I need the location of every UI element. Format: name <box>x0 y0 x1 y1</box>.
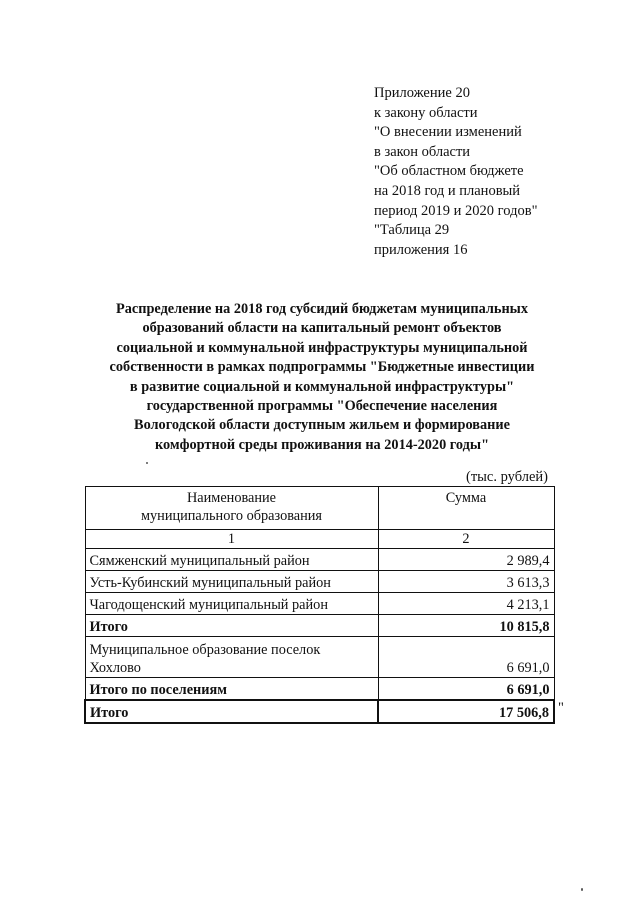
row-value: 10 815,8 <box>378 615 554 637</box>
appendix-line: "Таблица 29 <box>374 222 450 239</box>
row-name: Итого по поселениям <box>85 678 378 701</box>
row-name-line2: Хохлово <box>89 660 141 676</box>
title-line: в развитие социальной и коммунальной инфраструктуры" <box>129 378 515 395</box>
row-value: 4 213,1 <box>378 593 554 615</box>
appendix-line: период 2019 и 2020 годов" <box>374 202 538 219</box>
closing-quote: " <box>558 700 564 716</box>
grand-total-row <box>85 700 554 723</box>
table-header-row <box>85 487 554 530</box>
row-name: Итого <box>85 615 378 637</box>
row-value: 17 506,8 <box>378 700 554 723</box>
row-value: 3 613,3 <box>378 571 554 593</box>
units-label: (тыс. рублей) <box>466 469 548 485</box>
title-line: государственной программы "Обеспечение населения <box>146 398 498 415</box>
column-number-row <box>85 530 554 549</box>
appendix-header <box>374 84 538 260</box>
header-sum-cell: Сумма <box>378 487 554 530</box>
row-name: Сямженский муниципальный район <box>85 549 378 571</box>
row-name: Итого <box>85 700 378 723</box>
header-name-cell <box>85 487 378 530</box>
subsidy-table <box>84 486 555 724</box>
title-line: социальной и коммунальной инфраструктуры муниципальной <box>116 339 528 356</box>
table-row <box>85 637 554 678</box>
column-number: 1 <box>85 530 378 549</box>
row-value: 2 989,4 <box>378 549 554 571</box>
column-number: 2 <box>378 530 554 549</box>
row-name: Усть-Кубинский муниципальный район <box>85 571 378 593</box>
row-name-line1: Муниципальное образование поселок <box>89 642 321 658</box>
title-line: комфортной среды проживания на 2014-2020 годы" <box>154 436 490 453</box>
scan-speck <box>146 462 148 464</box>
appendix-line: на 2018 год и плановый <box>374 182 521 199</box>
row-name <box>85 637 378 678</box>
title-line: Вологодской области доступным жильем и формирование <box>134 417 510 434</box>
appendix-line: в закон области <box>374 143 471 160</box>
header-name-line2: муниципального образования <box>140 508 323 524</box>
appendix-line: к закону области <box>374 104 478 121</box>
row-name: Чагодощенский муниципальный район <box>85 593 378 615</box>
districts-total-row <box>85 615 554 637</box>
scan-speck <box>581 888 583 891</box>
appendix-line: "Об областном бюджете <box>374 163 524 180</box>
document-title <box>90 300 554 455</box>
appendix-line: приложения 16 <box>374 241 468 258</box>
row-value: 6 691,0 <box>378 637 554 678</box>
table-row <box>85 593 554 615</box>
title-line: Распределение на 2018 год субсидий бюджетам муниципальных <box>116 301 528 317</box>
header-name-line1: Наименование <box>186 490 277 506</box>
title-line: образований области на капитальный ремонт объектов <box>142 320 502 337</box>
appendix-line: Приложение 20 <box>374 85 470 101</box>
appendix-line: "О внесении изменений <box>374 124 522 141</box>
table-row <box>85 571 554 593</box>
title-line: собственности в рамках подпрограммы "Бюджетные инвестиции <box>109 359 535 376</box>
table-row <box>85 549 554 571</box>
row-value: 6 691,0 <box>378 678 554 701</box>
settlements-total-row <box>85 678 554 701</box>
